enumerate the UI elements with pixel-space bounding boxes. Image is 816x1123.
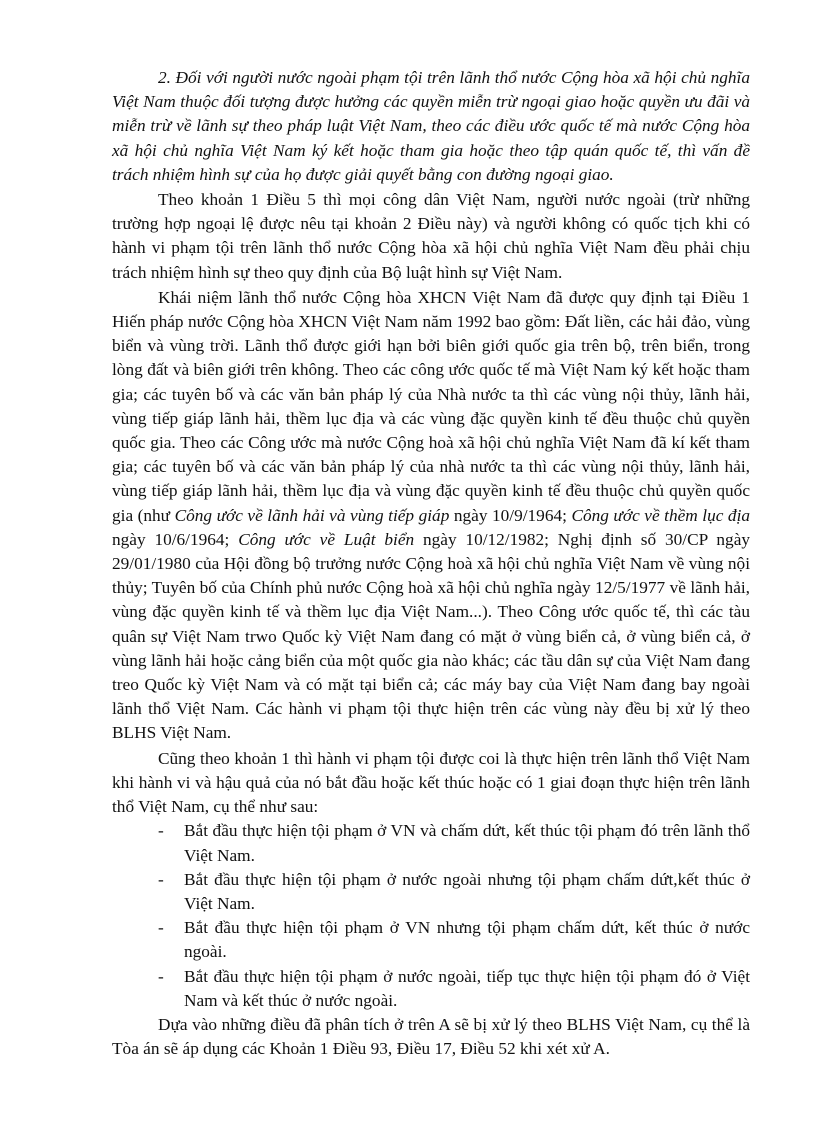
territory-text-c: ngày 10/6/1964; xyxy=(112,529,239,549)
convention-territorial-sea: Công ước về lãnh hải và vùng tiếp giáp xyxy=(174,505,450,525)
list-item-text: Bắt đầu thực hiện tội phạm ở VN nhưng tội phạm chấm dứt, kết thúc ở nước ngoài. xyxy=(184,918,750,962)
list-item-text: Bắt đầu thực hiện tội phạm ở VN và chấm dứt, kết thúc tội phạm đó trên lãnh thổ Việt Nam. xyxy=(184,821,750,865)
paragraph-clause-2: 2. Đối với người nước ngoài phạm tội trên lãnh thổ nước Cộng hòa xã hội chủ nghĩa Việt Nam thuộc đối tượng được hưởng các quyền miễn trừ ngoại giao hoặc quyền ưu đãi và miễn trừ về lãnh sự theo pháp luật Việt Nam, theo các điều ước quốc tế mà nước Cộng hòa xã hội chủ nghĩa Việt Nam ký kết hoặc tham gia hoặc theo tập quán quốc tế, thì vấn đề trách nhiệm hình sự của họ được giải quyết bằng con đường ngoại giao. xyxy=(112,68,750,184)
list-item xyxy=(112,819,750,867)
list-item xyxy=(112,868,750,916)
convention-law-of-sea: Công ước về Luật biển xyxy=(238,529,415,549)
document-page xyxy=(112,66,750,1061)
crime-location-list xyxy=(112,819,750,1013)
paragraph-territory-concept xyxy=(112,286,750,746)
paragraph-conclusion: Dựa vào những điều đã phân tích ở trên A sẽ bị xử lý theo BLHS Việt Nam, cụ thể là Tòa án sẽ áp dụng các Khoản 1 Điều 93, Điều 17, Điều 52 khi xét xử A. xyxy=(112,1014,750,1059)
convention-continental-shelf: Công ước về thềm lục địa xyxy=(571,505,751,525)
list-item-text: Bắt đầu thực hiện tội phạm ở nước ngoài, tiếp tục thực hiện tội phạm đó ở Việt Nam và kết thúc ở nước ngoài. xyxy=(184,966,750,1010)
list-dash: - xyxy=(158,821,164,841)
list-dash: - xyxy=(158,869,164,889)
list-item xyxy=(112,965,750,1013)
paragraph-article-5: Theo khoản 1 Điều 5 thì mọi công dân Việt Nam, người nước ngoài (trừ những trường hợp ngoại lệ được nêu tại khoản 2 Điều này) và người không có quốc tịch khi có hành vi phạm tội trên lãnh thổ nước Cộng hòa xã hội chủ nghĩa Việt Nam đều phải chịu trách nhiệm hình sự theo quy định của Bộ luật hình sự Việt Nam. xyxy=(112,190,750,282)
territory-text-a: Khái niệm lãnh thổ nước Cộng hòa XHCN Việt Nam đã được quy định tại Điều 1 Hiến pháp nước Cộng hòa XHCN Việt Nam năm 1992 bao gồm: Đất liền, các hải đảo, vùng biển và vùng trời. Lãnh thổ được giới hạn bởi biên giới quốc gia trên bộ, trên biển, trong lòng đất và biên giới trên không. Theo các công ước quốc tế mà Việt Nam ký kết hoặc tham gia; các tuyên bố và các văn bản pháp lý của Nhà nước ta thì các vùng nội thủy, lãnh hải, vùng tiếp giáp lãnh hải, thềm lục địa và các vùng đặc quyền kinh tế đều thuộc chủ quyền quốc gia. Theo các Công ước mà nước Cộng hoà xã hội chủ nghĩa Việt Nam đã kí kết tham gia; các tuyên bố và các văn bản pháp lý của nhà nước ta thì các vùng nội thủy, lãnh hải, vùng tiếp giáp lãnh hải, thềm lục địa và vùng đặc quyền kinh tế đều thuộc chủ quyền quốc gia (như xyxy=(112,287,750,525)
territory-text-d: ngày 10/12/1982; Nghị định số 30/CP ngày 29/01/1980 của Hội đồng bộ trưởng nước Cộng hoà xã hội chủ nghĩa Việt Nam về vùng nội thủy; Tuyên bố của Chính phủ nước Cộng hoà xã hội chủ nghĩa ngày 12/5/1977 về lãnh hải, vùng đặc quyền kinh tế và thềm lục địa Việt Nam...). Theo Công ước quốc tế, thì các tàu quân sự Việt Nam trwo Quốc kỳ Việt Nam đang có mặt ở vùng biển cả, ở vùng biển cả, ở vùng lãnh hải hoặc cảng biển của một quốc gia nào khác; các tầu dân sự của Việt Nam đang treo Quốc kỳ Việt Nam và có mặt tại biển cả; các máy bay của Việt Nam đang bay ngoài lãnh thổ Việt Nam. Các hành vi phạm tội thực hiện trên các vùng này đều bị xử lý theo BLHS Việt Nam. xyxy=(112,529,751,743)
list-dash: - xyxy=(158,918,164,938)
territory-text-b: ngày 10/9/1964; xyxy=(449,505,572,525)
list-item-text: Bắt đầu thực hiện tội phạm ở nước ngoài nhưng tội phạm chấm dứt,kết thúc ở Việt Nam. xyxy=(184,869,750,913)
list-dash: - xyxy=(158,966,164,986)
list-item xyxy=(112,916,750,964)
paragraph-clause-1: Cũng theo khoản 1 thì hành vi phạm tội được coi là thực hiện trên lãnh thổ Việt Nam khi hành vi và hậu quả của nó bắt đầu hoặc kết thúc hoặc có 1 giai đoạn thực hiện trên lãnh thổ Việt Nam, cụ thể như sau: xyxy=(112,748,750,817)
